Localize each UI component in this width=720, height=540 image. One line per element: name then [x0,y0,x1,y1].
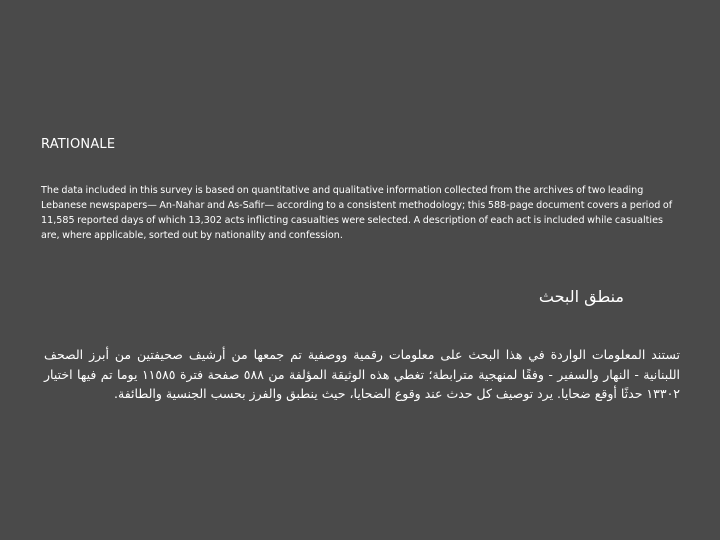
section-body-ar: تستند المعلومات الواردة في هذا البحث على معلومات رقمية ووصفية تم جمعها من أرشيف صحيفتين من أبرز الصحف اللبنانية - النهار والسفير - وفقًا لمنهجية مترابطة؛ تغطي هذه الوثيقة المؤلفة من ٥٨٨ صفحة فترة ١١٥٨٥ يوما تم فيها اختيار ١٣٣٠٢ حدثًا أوقع ضحايا. يرد توصيف كل حدث عند وقوع الضحايا، حيث ينطبق والفرز بحسب الجنسية والطائفة. [44,347,680,401]
section-heading-ar: منطق البحث [538,287,624,306]
section-heading-en: RATIONALE [41,137,116,152]
section-body-en: The data included in this survey is based on quantitative and qualitative information collected from the archives of two leading Lebanese newspapers— An-Nahar and As-Safir— according to a consistent methodology; this 588-page document covers a period of 11,585 reported days of which 13,302 acts inflicting casualties were selected. A description of each act is included while casualties are, where applicable, sorted out by nationality and confession. [41,185,673,241]
